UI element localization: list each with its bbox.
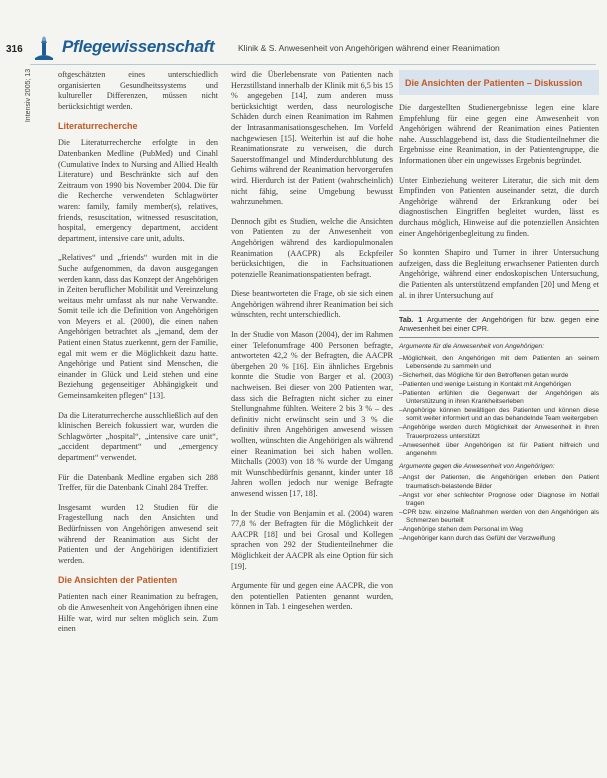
paragraph: Diese beantworteten die Frage, ob sie sich einen Angehörigen während ihrer Reanimation bei sich wünschten, recht unterschiedlich. — [231, 289, 393, 320]
table-1 — [399, 310, 599, 543]
list-item: – Angst vor eher schlechter Prognose oder Diagnose im Notfall tragen — [399, 492, 599, 508]
paragraph: Patienten nach einer Reanimation zu befragen, ob die Anwesenheit von Angehörigen ihnen eine Hilfe war, wird nur selten möglich sein. Zum einen — [58, 592, 218, 634]
list-item: – Patienten erfühlen die Gegenwart der Angehörigen als Unterstützung in ihren Krankheitserleben — [399, 390, 599, 406]
list-item: – CPR bzw. einzelne Maßnahmen werden von den Angehörigen als Schmerzen beurteilt — [399, 509, 599, 525]
list-item: – Sicherheit, das Mögliche für den Betroffenen getan wurde — [399, 372, 599, 380]
paragraph: Dennoch gibt es Studien, welche die Ansichten von Patienten zu der Anwesenheit von Angehörigen während des kardiopulmonalen Reanimation (AACPR) als Eckpfeiler berücksichtigen, die in Fachsituationen potenzielle Reanimationspatienten befragt. — [231, 216, 393, 279]
paragraph: „Relatives“ und „friends“ wurden mit in die Suche aufgenommen, da davon ausgegangen werden kann, dass das Konzept der Angehörigen in Zeiten beruflicher Mobilität und Vereinzelung weitaus mehr umfasst als nur nahe Verwandte. Somit teile ich die Definition von Angehörigen von Meyers et al. (2000), die einen nahen Angehörigen betrachtet als „jemand, dem der Patient einen Status zuerkennt, gern der Familie, egal mit wem er die Möglichkeit dazu hatte. Angehörige und Patient sind Menschen, die einander in Glück und Leid stehen und eine Beziehung gegenseitiger Abhängigkeit und Gemeinsamkeiten pflegen“ [13]. — [58, 253, 218, 401]
table-caption — [399, 315, 599, 338]
paragraph: Insgesamt wurden 12 Studien für die Fragestellung nach den Ansichten und Bedürfnissen von Angehörigen anwesend seit während der Reanimation aus Sicht der Patienten und der Angehörigen identifiziert werden. — [58, 502, 218, 565]
paragraph: In der Studie von Mason (2004), der im Rahmen einer Telefonumfrage 400 Personen befragte, antworteten 42,2 % der Befragten, die AACPR übergehen 20 % [16]. Ein ähnliches Ergebnis konnte die Studie von Barger et al. (2003) nachweisen. Bei dieser von 200 Patienten war, dass sich die Befragten nicht sicher zu einer Stellungnahme fühlten. Weitere 2 bis 3 % – des definitiv nicht erwünscht sein und 3 % die definitiv ihren Angehörigen anwesend wissen wollten, wünschten die Angehörigen als während einer Reanimation bei sich haben wollen. Mitchalls (2003) von 18 % wurde der Umgang mit Wunschbedürfnis genannt, kinder unter 18 Jahren wollen jedoch nur wenige Befragte anwesend wissen [17, 18]. — [231, 330, 393, 498]
side-citation-text: Intensiv 2005; 13 — [25, 68, 33, 123]
list-item: – Angehörige können bewältigen des Patienten und können diese somit weiter informiert und an das behandelnde Team weitergeben — [399, 407, 599, 423]
discussion-heading-box — [399, 70, 599, 95]
table-caption-text: Argumente der Angehörigen für bzw. gegen eine Anwesenheit bei einer CPR. — [399, 315, 599, 334]
table-pro-list — [399, 355, 599, 458]
header-divider — [30, 64, 596, 65]
list-item: – Patienten und wenige Leistung in Kontakt mit Angehörigen — [399, 381, 599, 389]
table-caption-label: Tab. 1 — [399, 315, 423, 325]
journal-title: Pflegewissenschaft — [62, 37, 215, 56]
list-item: – Angehörige werden durch Möglichkeit der Anwesenheit in ihren Trauerprozess unterstützt — [399, 424, 599, 440]
paragraph: So konnten Shapiro und Turner in ihrer Untersuchung aufzeigen, dass die Begleitung erwachsener Patienten durch Angehörige, während einer endoskopischen Untersuchung, die Patienten als unterstützend empfanden [20] und Meng et al. in ihrer Untersuchung auf — [399, 248, 599, 300]
table-contra-heading: Argumente gegen die Anwesenheit von Angehörigen: — [399, 462, 555, 470]
section-heading-literature: Literaturrecherche — [58, 121, 138, 132]
table-pro-heading: Argumente für die Anwesenheit von Angehörigen: — [399, 343, 545, 351]
paragraph: Unter Einbeziehung weiterer Literatur, die sich mit dem Empfinden von Patienten auseinander setzt, die durch Angehörige während der Erkrankung oder bei diagnostischen Eingriffen begleitet wurden, lässt es durchaus möglich, Hinweise auf die potenziellen Ansichten einer Angehörigenbegleitung zu finden. — [399, 175, 599, 238]
paragraph: In der Studie von Benjamin et al. (2004) waren 77,8 % der Befragten für die Möglichkeit der AACPR [18] und bei Grosal und Kollegen sprachen von 292 der Studienteilnehmer die Möglichkeit der AACPR als eine Option für sich [19]. — [231, 508, 393, 571]
article-title: Klinik & S. Anwesenheit von Angehörigen während einer Reanimation — [238, 43, 500, 53]
text-column-2 — [231, 70, 393, 622]
table-contra-list — [399, 474, 599, 543]
paragraph: Da die Literaturrecherche ausschließlich auf den klinischen Bereich fokussiert war, wurden die Schlagwörter „hospital“, „intensive care unit“, „accident department“ und „emergency department“ verwendet. — [58, 410, 218, 462]
paragraph: Die Literaturrecherche erfolgte in den Datenbanken Medline (PubMed) und Cinahl (Cumulative Index to Nursing and Allied Health Literature) und Beschränkte sich auf den Zeitraum von 1990 bis November 2004. Die für die Recherche verwendeten Schlagwörter waren: family, family member(s), relatives, friends, resuscitation, witnessed resuscitation, hospital, emergency department, accident department, intensive care unit, adults. — [58, 138, 218, 243]
list-item: – Angst der Patienten, die Angehörigen erleben den Patient traumatisch-belastende Bilder — [399, 474, 599, 490]
list-item: – Angehöriger kann durch das Gefühl der Verzweiflung — [399, 535, 599, 543]
journal-logo-icon — [31, 34, 57, 62]
list-item: – Anwesenheit über Angehörigen ist für Patient hilfreich und angenehm — [399, 442, 599, 458]
paragraph: Argumente für und gegen eine AACPR, die von den potentiellen Patienten genannt wurden, können in Tab. 1 eingesehen werden. — [231, 581, 393, 612]
text-column-3 — [399, 70, 599, 544]
section-heading-discussion: Die Ansichten der Patienten – Diskussion — [405, 78, 583, 88]
paragraph: oftgeschätzten eines unterschiedlich organisierten Gesundheitssystems und kultureller Differenzen, müssen nicht berücksichtigt werden. — [58, 70, 218, 111]
section-heading-patient-views: Die Ansichten der Patienten — [58, 575, 178, 586]
page-header — [0, 32, 607, 66]
paragraph: Die dargestellten Studienergebnisse legen eine klare Empfehlung für eine gegen eine Anwesenheit von Angehörigen während der Reanimation eines Patienten nahe. Ausschlaggebend ist, dass die Studienteilnehmer die Ergebnisse eine Reanimation, in der Patientengruppe, die Informationen über ein ungewisses Ergebnis begründet. — [399, 103, 599, 165]
text-column-1 — [58, 70, 218, 644]
page-number: 316 — [6, 44, 23, 55]
list-item: – Angehörige stehen dem Personal im Weg — [399, 526, 599, 534]
list-item: – Möglichkeit, den Angehörigen mit dem Patienten an seinem Lebensende zu sammeln und — [399, 355, 599, 371]
paragraph: Für die Datenbank Medline ergaben sich 288 Treffer, für die Datenbank Cinahl 284 Treffer. — [58, 472, 218, 493]
side-citation — [10, 70, 50, 130]
paragraph: wird die Überlebensrate von Patienten nach Herzstillstand innerhalb der Klinik mit 6,5 bis 15 % angegeben [14], zum anderen muss berücksichtigt werden, dass neurologische Schäden durch einen Reanimation im Rahmen der Intrasanmanisationsgeschehen. Im Vorfeld nachgewiesen [15]. Weiterhin ist auf die hohe Reanimationsrate zu verweisen, die durch Sauerstoffmangel und Minderdurchblutung des Gehirns während der Reanimation hervorgerufen wird. Hierdurch ist der Patient (wahrscheinlich) nicht fähig, seine Umgebung bewusst wahrzunehmen. — [231, 70, 393, 207]
